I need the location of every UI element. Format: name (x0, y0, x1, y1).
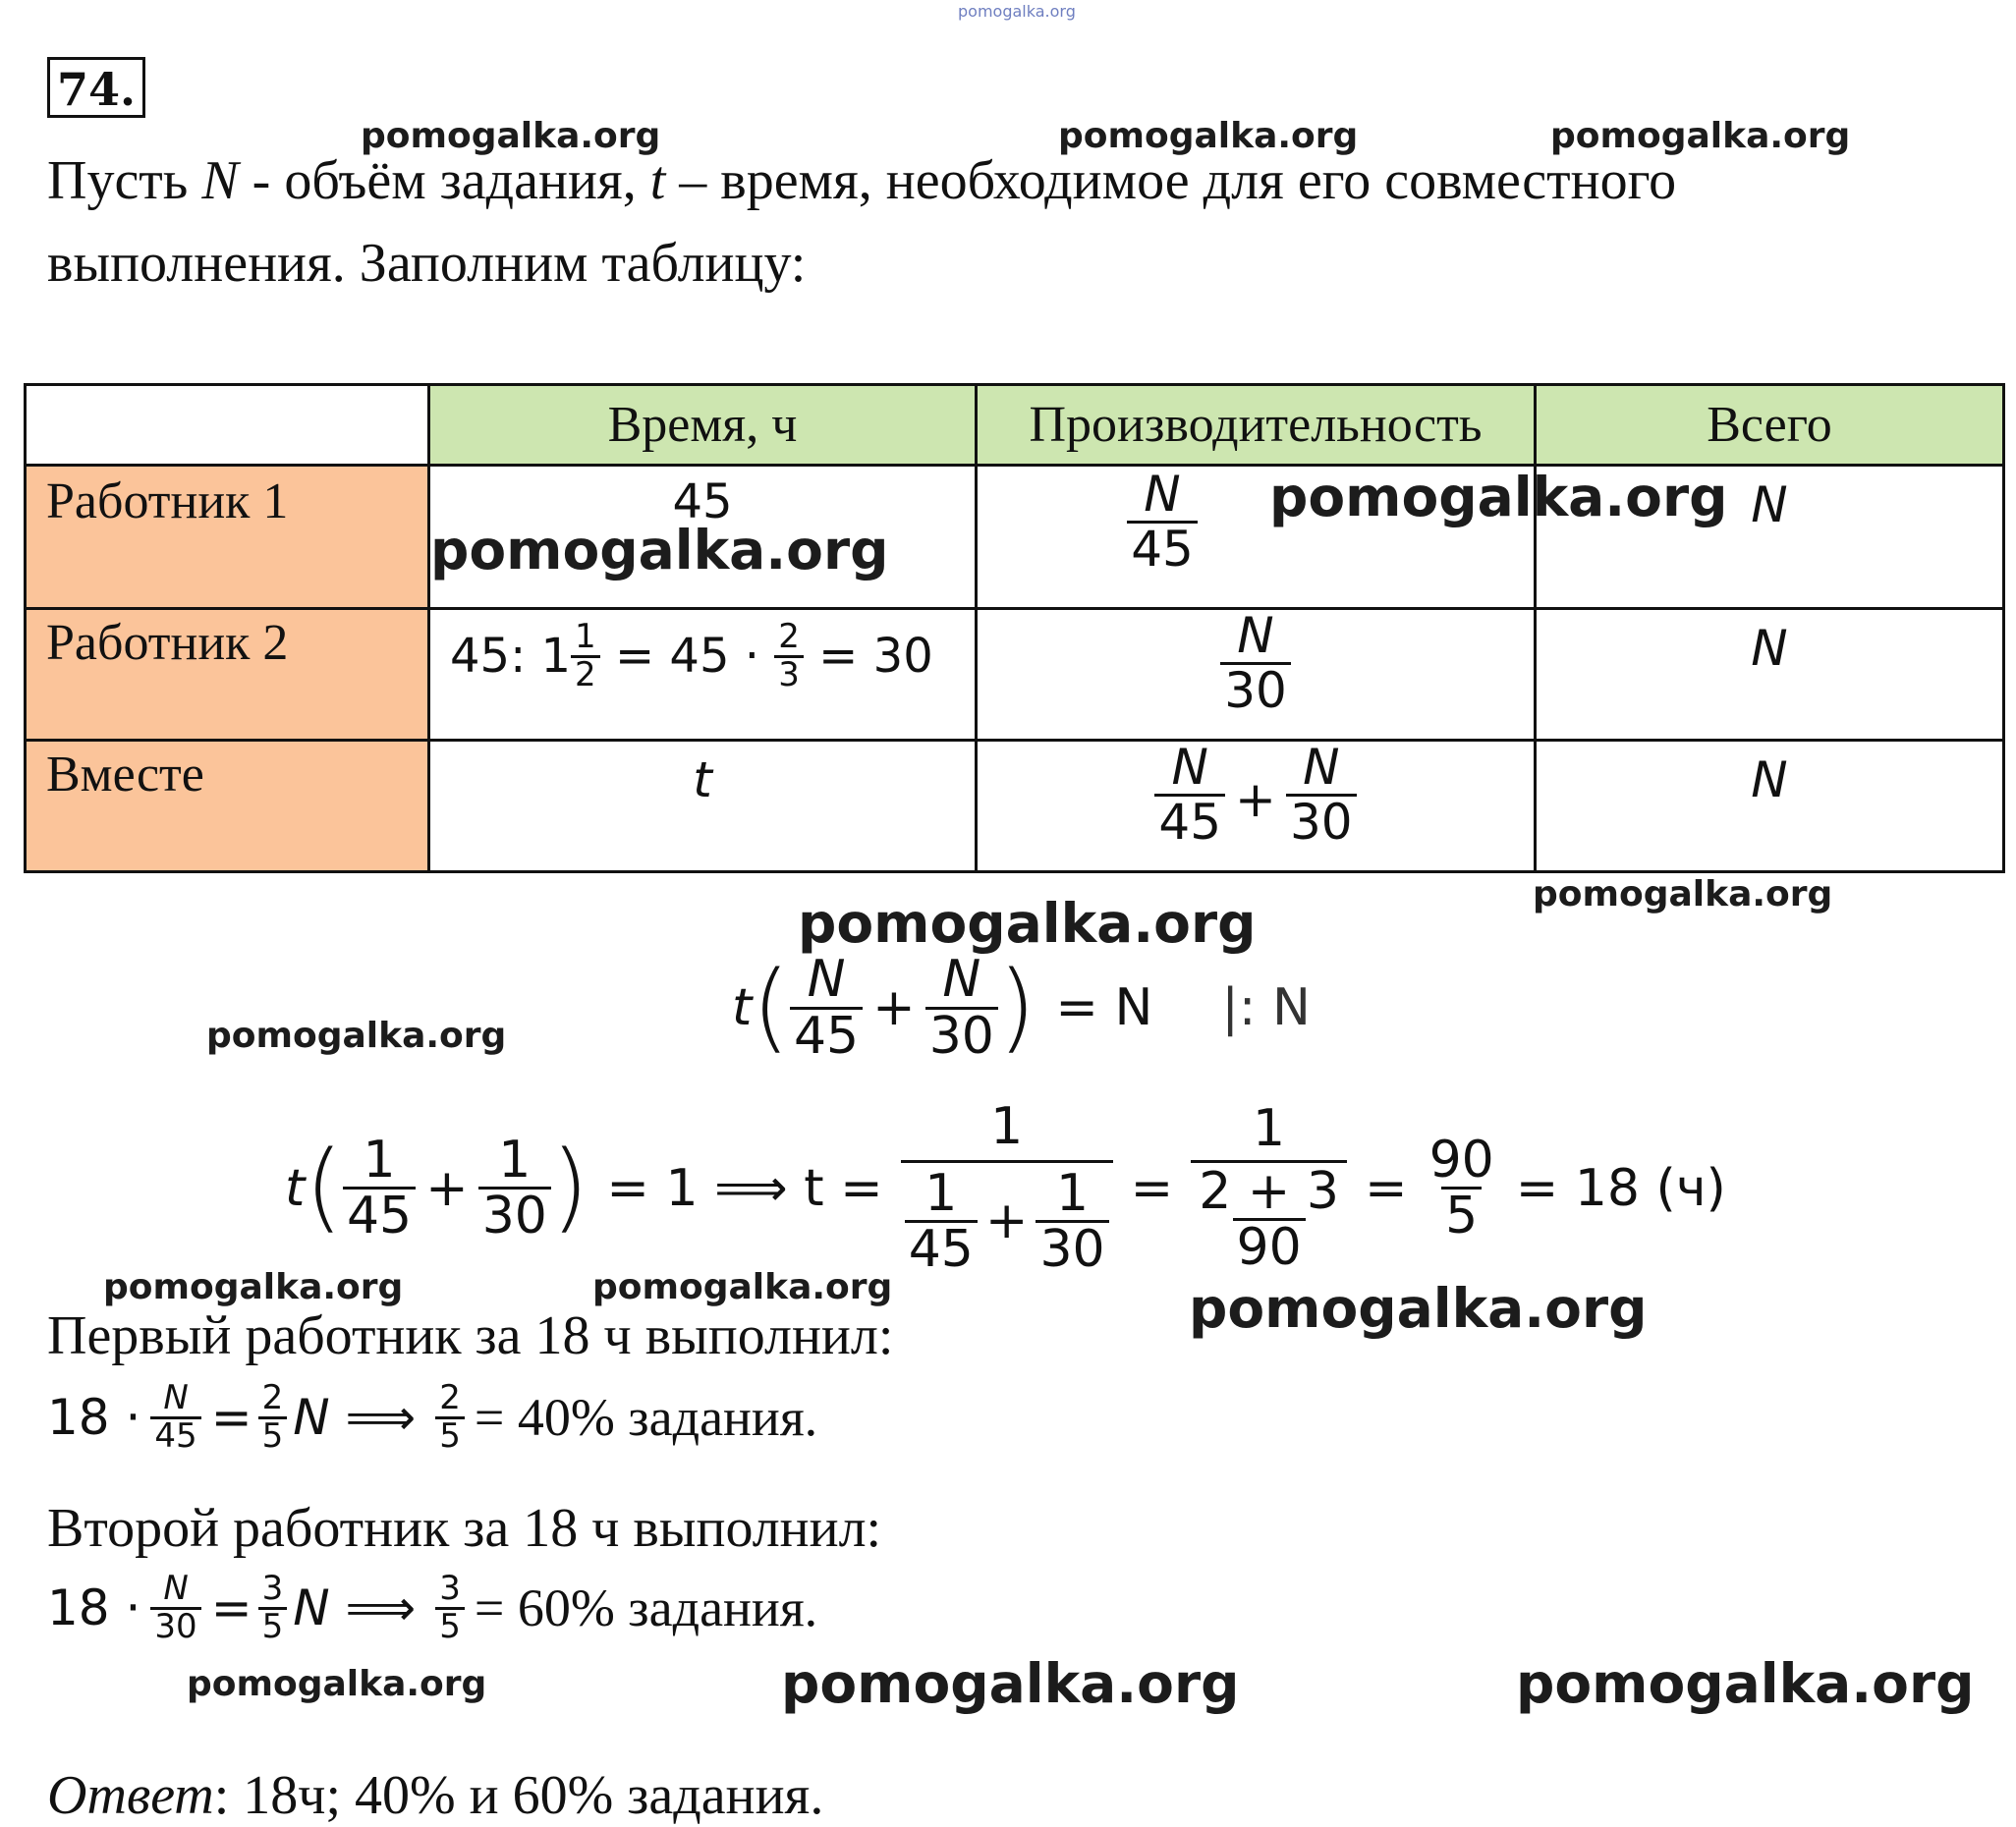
answer-label: Ответ (47, 1765, 214, 1826)
fraction-num: N (163, 1569, 189, 1608)
fraction (905, 1163, 978, 1280)
table-header-productivity: Производительность (977, 385, 1536, 466)
expr-part: 18 · (47, 1389, 141, 1447)
var-t: t (732, 978, 753, 1038)
fraction (790, 950, 863, 1066)
table-header-time: Время, ч (429, 385, 977, 466)
row-label-text: Вместе (46, 747, 204, 803)
fraction-num: 90 (1428, 1130, 1494, 1190)
fraction (1127, 466, 1198, 578)
left-paren-icon: ( (305, 1131, 343, 1245)
fraction-num: 2 (439, 1378, 461, 1417)
cell-time-value: 45 (672, 474, 733, 529)
cell-time (429, 741, 977, 872)
fraction-den: 45 (1127, 521, 1198, 576)
var-t: t (649, 150, 666, 211)
watermark: pomogalka.org (1189, 1277, 1648, 1340)
fraction-num: N (942, 950, 981, 1009)
fraction-den: 45 (790, 1007, 863, 1064)
expr-part: 45: 1 (450, 629, 572, 685)
right-paren-icon: ) (997, 950, 1036, 1064)
data-table (24, 383, 2005, 873)
fraction-num: 1 (990, 1097, 1024, 1156)
table-row (26, 609, 2004, 741)
fraction (258, 1378, 288, 1456)
complex-fraction (901, 1097, 1113, 1280)
cell-time-value: t (693, 751, 712, 808)
fraction-den: 45 (905, 1220, 978, 1277)
fraction (258, 1569, 288, 1646)
cell-productivity (977, 741, 1536, 872)
expr-result: = 60% задания. (474, 1578, 818, 1638)
watermark: pomogalka.org (187, 1664, 487, 1704)
watermark: pomogalka.org (103, 1267, 404, 1307)
fraction-den: 30 (150, 1607, 200, 1645)
plus-sign: + (425, 1158, 469, 1218)
equals-sign: = (210, 1579, 252, 1637)
table-header-empty (26, 385, 429, 466)
fraction-den: 30 (478, 1187, 551, 1244)
fraction-num: 1 (1253, 1099, 1286, 1158)
fraction-num: N (807, 950, 846, 1009)
fraction-num: N (1303, 742, 1340, 796)
watermark: pomogalka.org (430, 519, 889, 581)
expr-part: 18 · (47, 1579, 141, 1637)
fraction (1426, 1130, 1498, 1246)
fraction-den: 5 (1441, 1187, 1482, 1244)
fraction-num: 1 (498, 1130, 532, 1190)
watermark: pomogalka.org (592, 1267, 893, 1307)
table-header-total: Всего (1536, 385, 2004, 466)
fraction (925, 950, 998, 1066)
first-worker-text: Первый работник за 18 ч выполнил: (47, 1305, 894, 1366)
fraction (150, 1378, 200, 1456)
fraction-num: N (163, 1378, 189, 1417)
fraction (1154, 742, 1225, 851)
fraction-num: N (1171, 742, 1208, 796)
expr-part: N ⟹ (293, 1389, 417, 1447)
answer-line (47, 1764, 823, 1827)
fraction-den: 90 (1233, 1218, 1306, 1275)
fraction-den: 30 (1036, 1220, 1108, 1277)
fraction (435, 1378, 465, 1456)
equation-1 (732, 950, 1311, 1066)
equals-sign: = (1364, 1158, 1408, 1218)
fraction-den: 45 (150, 1416, 200, 1455)
equation-result: = 18 (ч) (1515, 1158, 1726, 1218)
fraction-num: 3 (439, 1569, 461, 1608)
watermark: pomogalka.org (1550, 116, 1851, 156)
row-label-text: Работник 1 (46, 473, 289, 529)
watermark: pomogalka.org (1269, 466, 1728, 528)
plus-sign: + (984, 1191, 1029, 1251)
fraction-den: 30 (1286, 794, 1357, 849)
var-t: t (285, 1158, 306, 1218)
answer-text: : 18ч; 40% и 60% задания. (213, 1765, 824, 1826)
expr-part: N ⟹ (293, 1579, 417, 1637)
plus-sign: + (1235, 771, 1276, 828)
expr-result: = 40% задания. (474, 1388, 818, 1448)
fraction (343, 1130, 416, 1246)
cell-total (1536, 741, 2004, 872)
fraction-den: 30 (925, 1007, 998, 1064)
equals-sign: = (210, 1389, 252, 1447)
division-note: |: N (1221, 978, 1311, 1038)
fraction-num: 2 (778, 617, 800, 656)
cell-productivity (977, 609, 1536, 741)
intro-text: Пусть (47, 150, 202, 211)
fraction-num: 1 (1055, 1163, 1090, 1223)
fraction-num: 3 (261, 1569, 284, 1608)
watermark: pomogalka.org (781, 1652, 1240, 1715)
fraction (478, 1130, 551, 1246)
intro-text: - объём задания, (238, 150, 650, 211)
complex-fraction (1191, 1099, 1347, 1278)
cell-total-value: N (1751, 476, 1788, 533)
watermark: pomogalka.org (798, 892, 1257, 955)
fraction (435, 1569, 465, 1646)
intro-line-1 (47, 149, 1676, 212)
watermark-top: pomogalka.org (958, 2, 1076, 21)
table-row (26, 741, 2004, 872)
fraction-den: 5 (435, 1416, 465, 1455)
left-paren-icon: ( (752, 950, 790, 1064)
cell-total (1536, 609, 2004, 741)
problem-number: 74. (47, 57, 145, 118)
fraction (1286, 742, 1357, 851)
fraction (1195, 1161, 1343, 1278)
fraction (1036, 1163, 1108, 1280)
cell-time-expression (450, 617, 975, 694)
fraction-num: N (1237, 607, 1274, 664)
first-worker-equation (47, 1378, 818, 1456)
fraction-num: N (1144, 466, 1181, 523)
watermark: pomogalka.org (206, 1016, 507, 1056)
fraction-num: 2 (261, 1378, 284, 1417)
fraction-num: 1 (575, 617, 596, 656)
cell-productivity-expression (978, 742, 1534, 867)
cell-total-value: N (1751, 620, 1788, 677)
fraction (150, 1569, 200, 1646)
fraction-den (901, 1160, 1113, 1280)
row-label-worker-1 (26, 466, 429, 609)
fraction-den: 5 (435, 1607, 465, 1645)
cell-total-value: N (1751, 751, 1788, 808)
fraction (1220, 607, 1291, 719)
watermark: pomogalka.org (1516, 1652, 1975, 1715)
intro-text: – время, необходимое для его совместного (665, 150, 1677, 211)
second-worker-text: Второй работник за 18 ч выполнил: (47, 1498, 882, 1559)
expr-part: = 30 (803, 629, 933, 685)
cell-time (429, 609, 977, 741)
equation-part: = 1 ⟹ t = (606, 1158, 883, 1218)
right-paren-icon: ) (550, 1131, 589, 1245)
fraction-num: 1 (924, 1163, 958, 1223)
equals-sign: = (1130, 1158, 1174, 1218)
watermark: pomogalka.org (1533, 874, 1833, 914)
equation-rhs: = N (1055, 978, 1153, 1038)
fraction-den: 5 (258, 1416, 288, 1455)
fraction-den (1191, 1160, 1347, 1278)
fraction (571, 617, 600, 694)
row-label-text: Работник 2 (46, 615, 289, 671)
intro-line-2: выполнения. Заполним таблицу: (47, 233, 807, 294)
fraction-den: 45 (1154, 794, 1225, 849)
plus-sign: + (872, 978, 916, 1038)
row-label-worker-2 (26, 609, 429, 741)
var-N: N (201, 150, 239, 211)
row-label-together (26, 741, 429, 872)
fraction-den: 5 (258, 1607, 288, 1645)
fraction-den: 45 (343, 1187, 416, 1244)
fraction-num: 2 + 3 (1199, 1161, 1339, 1221)
fraction (774, 617, 804, 694)
fraction-den: 2 (571, 655, 600, 693)
watermark: pomogalka.org (361, 116, 661, 156)
expr-part: = 45 · (599, 629, 775, 685)
watermark: pomogalka.org (1058, 116, 1359, 156)
fraction-den: 3 (774, 655, 804, 693)
table-header-row (26, 385, 2004, 466)
fraction-den: 30 (1220, 662, 1291, 717)
equation-2 (285, 1097, 1726, 1280)
second-worker-equation (47, 1569, 818, 1646)
fraction-num: 1 (363, 1130, 396, 1190)
